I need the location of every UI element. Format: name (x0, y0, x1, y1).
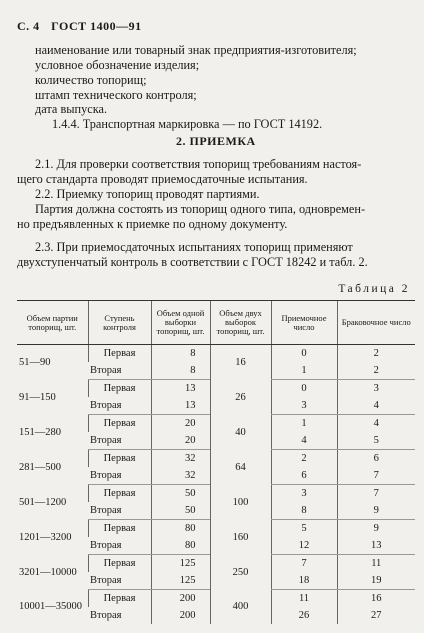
total-cell: 160 (210, 520, 271, 555)
total-cell: 26 (210, 380, 271, 415)
table-row (17, 345, 415, 363)
rejection-cell: 9 (337, 520, 415, 538)
total-cell: 16 (210, 345, 271, 380)
marking-item: количество топорищ; (35, 73, 147, 87)
clause-2-2: 2.2. Приемку топорищ проводят партиями. (35, 187, 260, 201)
table-row (17, 590, 415, 608)
sample-cell: 125 (151, 572, 210, 590)
acceptance-cell: 26 (271, 607, 337, 624)
stage-cell: Вторая (88, 397, 151, 415)
clause-2-1-line2: щего стандарта проводят приемосдаточные испытания. (17, 172, 308, 186)
page-header (17, 19, 150, 34)
stage-cell: Вторая (88, 502, 151, 520)
sample-cell: 200 (151, 590, 210, 608)
sample-cell: 80 (151, 520, 210, 538)
acceptance-cell: 0 (271, 380, 337, 398)
clause-2-3-line1: 2.3. При приемосдаточных испытаниях топорищ применяют (35, 240, 353, 254)
table-row (17, 555, 415, 573)
lot-size-cell: 91—150 (19, 391, 56, 403)
sample-cell: 50 (151, 485, 210, 503)
page-number: С. 4 (17, 19, 40, 33)
lot-size-cell: 51—90 (19, 356, 51, 368)
total-cell: 250 (210, 555, 271, 590)
acceptance-cell: 1 (271, 362, 337, 380)
sample-cell: 200 (151, 607, 210, 624)
stage-cell: Вторая (88, 467, 151, 485)
rejection-cell: 7 (337, 467, 415, 485)
acceptance-cell: 4 (271, 432, 337, 450)
stage-cell: Первая (88, 590, 151, 608)
table-row (17, 520, 415, 538)
acceptance-cell: 12 (271, 537, 337, 555)
acceptance-cell: 11 (271, 590, 337, 608)
stage-cell: Вторая (88, 537, 151, 555)
rejection-cell: 19 (337, 572, 415, 590)
acceptance-cell: 2 (271, 450, 337, 468)
standard-number: ГОСТ 1400—91 (51, 19, 142, 33)
sample-cell: 32 (151, 467, 210, 485)
stage-cell: Первая (88, 485, 151, 503)
clause-1-4-4: 1.4.4. Транспортная маркировка — по ГОСТ 14192. (52, 117, 323, 131)
header-sample-size: Объем одной выборки топорищ, шт. (151, 301, 210, 345)
marking-item: дата выпуска. (35, 102, 108, 116)
stage-cell: Вторая (90, 610, 122, 621)
stage-cell: Первая (88, 520, 151, 538)
sample-cell: 50 (151, 502, 210, 520)
acceptance-cell: 6 (271, 467, 337, 485)
total-cell: 40 (210, 415, 271, 450)
table-row (17, 380, 415, 398)
table-row (17, 450, 415, 468)
sample-cell: 8 (151, 362, 210, 380)
table-header-row (17, 301, 415, 345)
header-control-stage: Ступень контроля (88, 301, 151, 345)
stage-cell: Первая (88, 555, 151, 573)
sampling-table (17, 300, 415, 624)
lot-size-cell: 3201—10000 (19, 566, 77, 578)
sample-cell: 32 (151, 450, 210, 468)
table-caption: Таблица 2 (338, 283, 410, 295)
sample-cell: 20 (151, 432, 210, 450)
rejection-cell: 4 (337, 415, 415, 433)
total-cell: 100 (210, 485, 271, 520)
marking-item: условное обозначение изделия; (35, 58, 200, 72)
lot-size-cell: 10001—35000 (19, 601, 82, 613)
rejection-cell: 3 (337, 380, 415, 398)
stage-cell: Первая (88, 345, 151, 363)
marking-item: штамп технического контроля; (35, 88, 197, 102)
acceptance-cell: 3 (271, 397, 337, 415)
rejection-cell: 11 (337, 555, 415, 573)
rejection-cell: 13 (337, 537, 415, 555)
rejection-cell: 4 (337, 397, 415, 415)
sample-cell: 13 (151, 397, 210, 415)
sample-cell: 13 (151, 380, 210, 398)
sample-cell: 80 (151, 537, 210, 555)
rejection-cell: 6 (337, 450, 415, 468)
party-paragraph-line1: Партия должна состоять из топорищ одного типа, одновремен- (35, 202, 366, 216)
acceptance-cell: 18 (271, 572, 337, 590)
rejection-cell: 2 (337, 345, 415, 363)
clause-2-3-line2: двухступенчатый контроль в соответствии с ГОСТ 18242 и табл. 2. (17, 255, 368, 269)
stage-cell: Первая (88, 450, 151, 468)
table-row (17, 485, 415, 503)
rejection-cell: 9 (337, 502, 415, 520)
table-row (17, 415, 415, 433)
acceptance-cell: 1 (271, 415, 337, 433)
stage-cell: Первая (88, 415, 151, 433)
total-cell: 64 (210, 450, 271, 485)
acceptance-cell: 7 (271, 555, 337, 573)
acceptance-cell: 8 (271, 502, 337, 520)
rejection-cell: 2 (337, 362, 415, 380)
acceptance-cell: 5 (271, 520, 337, 538)
lot-size-cell: 1201—3200 (19, 531, 72, 543)
stage-cell: Первая (88, 380, 151, 398)
rejection-cell: 27 (337, 607, 415, 624)
acceptance-cell: 3 (271, 485, 337, 503)
section-title: 2. ПРИЕМКА (176, 134, 256, 148)
party-paragraph-line2: но предъявленных к приемке по одному документу. (17, 217, 288, 231)
stage-cell: Вторая (88, 432, 151, 450)
total-cell: 400 (210, 590, 271, 625)
sample-cell: 125 (151, 555, 210, 573)
stage-cell: Вторая (88, 572, 151, 590)
marking-item: наименование или товарный знак предприятия-изготовителя; (35, 43, 357, 57)
rejection-cell: 7 (337, 485, 415, 503)
header-acceptance-number: Приемочное число (271, 301, 337, 345)
lot-size-cell: 501—1200 (19, 496, 67, 508)
clause-2-1-line1: 2.1. Для проверки соответствия топорищ требованиям настоя- (35, 157, 362, 171)
stage-cell: Вторая (88, 362, 151, 380)
rejection-cell: 16 (337, 590, 415, 608)
sample-cell: 20 (151, 415, 210, 433)
lot-size-cell: 281—500 (19, 461, 61, 473)
sample-cell: 8 (151, 345, 210, 363)
lot-size-cell: 151—280 (19, 426, 61, 438)
header-two-samples-size: Объем двух выборок топорищ, шт. (210, 301, 271, 345)
acceptance-cell: 0 (271, 345, 337, 363)
header-lot-size: Объем партии топорищ, шт. (17, 301, 88, 345)
rejection-cell: 5 (337, 432, 415, 450)
header-rejection-number: Браковочное число (337, 301, 415, 345)
